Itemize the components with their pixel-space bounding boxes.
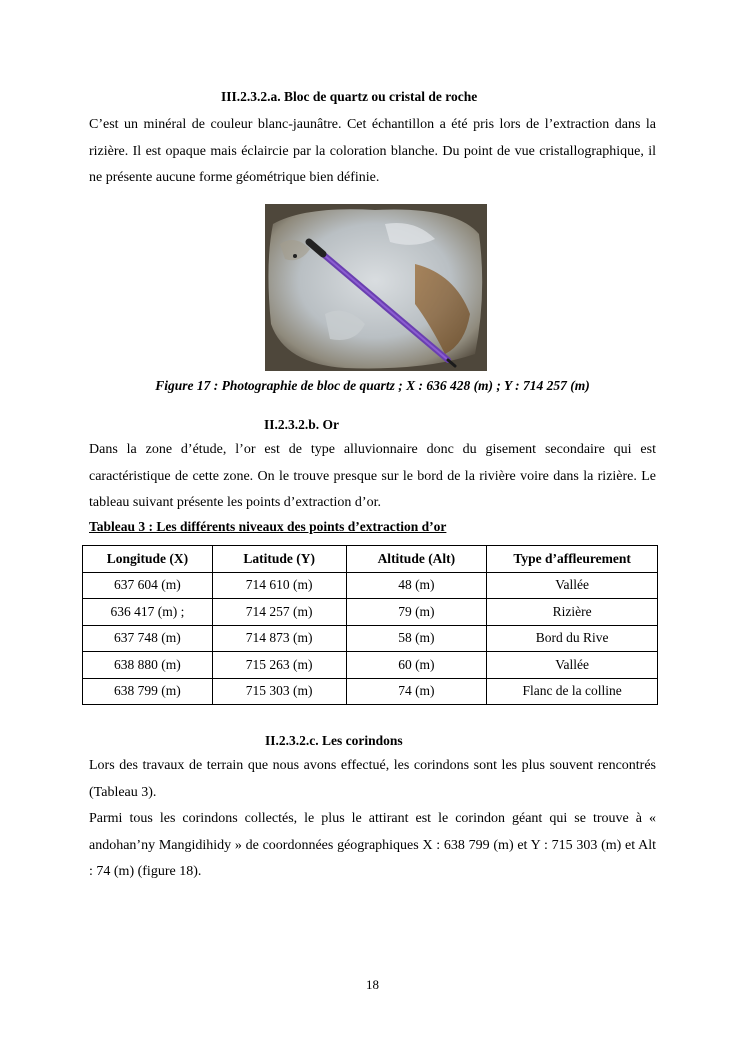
table-cell: 637 604 (m)	[83, 572, 213, 599]
table-cell: 637 748 (m)	[83, 625, 213, 652]
table-row	[83, 625, 658, 652]
table-row	[83, 652, 658, 679]
section-c-heading: II.2.3.2.c. Les corindons	[265, 733, 403, 748]
table-row	[83, 599, 658, 626]
table-cell: 714 257 (m)	[212, 599, 346, 626]
table-cell: 638 880 (m)	[83, 652, 213, 679]
table-cell: 714 610 (m)	[212, 572, 346, 599]
table-cell: Vallée	[487, 572, 658, 599]
table-row	[83, 678, 658, 705]
table-cell: 638 799 (m)	[83, 678, 213, 705]
table-header-cell: Altitude (Alt)	[346, 546, 487, 573]
table-cell: 714 873 (m)	[212, 625, 346, 652]
section-c-paragraph-2: Parmi tous les corindons collectés, le plus le attirant est le corindon géant qui se trouve à « andohan’ny Mangidihidy » de coordonnées géographiques X : 638 799 (m) et Y : 715 303 (m) et Alt : 74 (m) (figure 18).	[89, 811, 656, 879]
table-cell: 60 (m)	[346, 652, 487, 679]
section-b-heading: II.2.3.2.b. Or	[264, 417, 340, 432]
table-cell: Flanc de la colline	[487, 678, 658, 705]
table-cell: Vallée	[487, 652, 658, 679]
section-a-heading: III.2.3.2.a. Bloc de quartz ou cristal de roche	[221, 89, 478, 104]
section-c-paragraph-1: Lors des travaux de terrain que nous avons effectué, les corindons sont les plus souvent rencontrés (Tableau 3).	[89, 758, 656, 800]
table-header-row	[83, 546, 658, 573]
table-cell: 715 263 (m)	[212, 652, 346, 679]
table-cell: 48 (m)	[346, 572, 487, 599]
quartz-photo	[265, 204, 487, 371]
table-header-cell: Type d’affleurement	[487, 546, 658, 573]
section-b-paragraph: Dans la zone d’étude, l’or est de type alluvionnaire donc du gisement secondaire qui est caractéristique de cette zone. On le trouve presque sur le bord de la rivière voire dans la rizière. Le tableau suivant présente les points d’extraction d’or.	[89, 442, 656, 510]
table-cell: 79 (m)	[346, 599, 487, 626]
table-title: Tableau 3 : Les différents niveaux des points d’extraction d’or	[89, 519, 447, 534]
table-cell: Bord du Rive	[487, 625, 658, 652]
table-header-cell: Longitude (X)	[83, 546, 213, 573]
figure-caption: Figure 17 : Photographie de bloc de quartz ; X : 636 428 (m) ; Y : 714 257 (m)	[155, 378, 590, 393]
table-cell: Rizière	[487, 599, 658, 626]
section-a-paragraph: C’est un minéral de couleur blanc-jaunâtre. Cet échantillon a été pris lors de l’extraction dans la rizière. Il est opaque mais éclaircie par la coloration blanche. Du point de vue cristallographique, il ne présente aucune forme géométrique bien définie.	[89, 117, 656, 185]
page-number: 18	[366, 977, 379, 992]
table-row	[83, 572, 658, 599]
table-cell: 715 303 (m)	[212, 678, 346, 705]
quartz-photo-image	[265, 204, 487, 371]
gold-extraction-table	[82, 545, 658, 705]
table-cell: 58 (m)	[346, 625, 487, 652]
table-cell: 74 (m)	[346, 678, 487, 705]
table-header-cell: Latitude (Y)	[212, 546, 346, 573]
table-cell: 636 417 (m) ;	[83, 599, 213, 626]
